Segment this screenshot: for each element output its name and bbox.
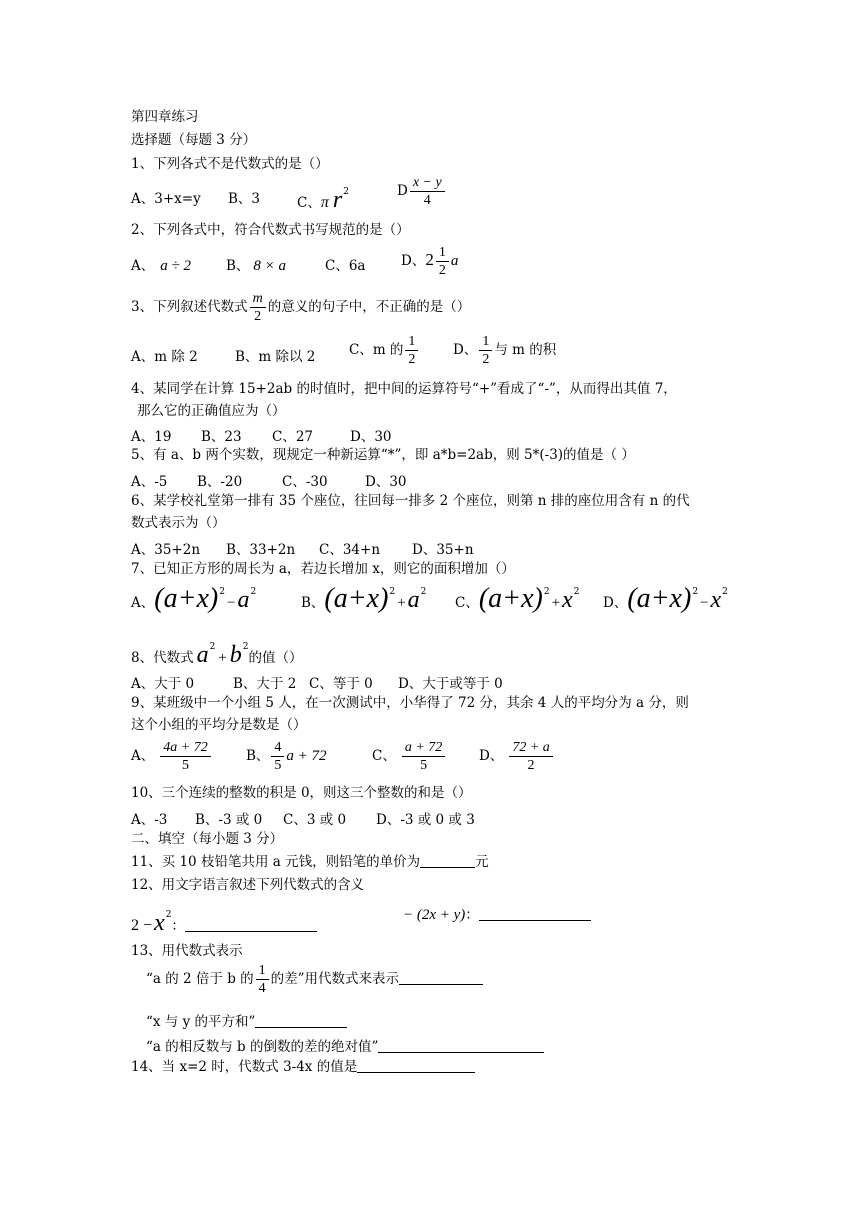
- q13-item-1: “a 的 2 倍于 b 的 $\frac{1}{4}$ 的差”用代数式来表示: [146, 962, 483, 997]
- q14-answer-blank[interactable]: [357, 1072, 475, 1073]
- q2-stem: 2、下列各式中，符合代数式书写规范的是（）: [131, 222, 410, 238]
- q3-option-d: D、 $\frac{1}{2}$ 与 m 的积: [453, 334, 557, 367]
- q5-option-c: C、-30: [282, 474, 328, 490]
- q13-item-2: “x 与 y 的平方和”: [146, 1010, 347, 1030]
- q7-option-b: B、$(a+x)^2+a^2$: [301, 583, 427, 614]
- q10-option-b: B、-3 或 0: [195, 812, 263, 828]
- q7-option-c: C、$(a+x)^2+x^2$: [455, 583, 580, 614]
- q4-stem-line1: 4、某同学在计算 15+2ab 的时值时，把中间的运算符号“+”看成了“-”，从而得出其值 7，: [131, 381, 677, 397]
- q3-option-b: B、m 除以 2: [235, 349, 316, 365]
- q9-option-a: A、 $\frac{4a + 72}{5}$: [131, 739, 213, 774]
- q4-option-c: C、27: [272, 429, 314, 445]
- q12-expression-2: − (2x + y)：: [403, 898, 591, 932]
- q3-option-a: A、m 除 2: [131, 349, 198, 365]
- q13-answer-blank-1[interactable]: [399, 984, 483, 985]
- q12-stem: 12、用文字语言叙述下列代数式的含义: [131, 877, 365, 893]
- q7-option-d: D、$(a+x)^2-x^2$: [603, 583, 728, 614]
- chapter-title: 第四章练习: [131, 109, 199, 125]
- q1-option-a: A、3+x=y: [131, 191, 201, 207]
- q9-stem-line1: 9、某班级中一个小组 5 人，在一次测试中，小华得了 72 分，其余 4 人的平均分为 a 分，则: [131, 695, 689, 711]
- q8-option-c: C、等于 0: [309, 676, 373, 692]
- q2-option-a: A、 a ÷ 2: [131, 258, 191, 274]
- q8-option-b: B、大于 2: [233, 676, 297, 692]
- q6-option-d: D、35+n: [412, 542, 474, 558]
- q9-option-d: D、 $\frac{72 + a}{2}$: [479, 739, 555, 774]
- q7-option-a: A、$(a+x)^2-a^2$: [131, 583, 257, 614]
- q13-answer-blank-2[interactable]: [255, 1027, 347, 1028]
- q3-option-c: C、m 的 $\frac{1}{2}$: [349, 333, 420, 368]
- section-multiple-choice-title: 选择题（每题 3 分）: [131, 132, 257, 148]
- q13-item-3: “a 的相反数与 b 的倒数的差的绝对值”: [146, 1035, 544, 1055]
- q10-option-d: D、-3 或 0 或 3: [376, 812, 475, 828]
- q4-option-d: D、30: [350, 429, 392, 445]
- q11-stem: 11、买 10 枝铅笔共用 a 元钱，则铅笔的单价为 元: [131, 854, 489, 870]
- q14-stem: 14、当 x=2 时，代数式 3-4x 的值是: [131, 1058, 475, 1076]
- q2-option-b: B、 8 × a: [226, 258, 287, 274]
- q6-stem-line2: 数式表示为（）: [131, 515, 226, 531]
- q6-option-c: C、34+n: [319, 542, 381, 558]
- q5-option-d: D、30: [365, 474, 407, 490]
- q10-option-a: A、-3: [131, 812, 168, 828]
- q5-option-b: B、-20: [197, 474, 243, 490]
- q5-option-a: A、-5: [131, 474, 168, 490]
- q9-stem-line2: 这个小组的平均分是数是（）: [131, 717, 307, 733]
- q7-stem: 7、已知正方形的周长为 a，若边长增加 x，则它的面积增加（）: [131, 561, 515, 577]
- q4-stem-line2: 那么它的正确值应为（）: [137, 403, 286, 419]
- q11-answer-blank[interactable]: [420, 867, 475, 868]
- q12-answer-blank-2[interactable]: [479, 920, 591, 921]
- q4-option-b: B、23: [201, 429, 242, 445]
- q8-option-d: D、大于或等于 0: [398, 676, 503, 692]
- q3-stem: 3、下列叙述代数式 $\frac{m}{2}$ 的意义的句子中，不正确的是（）: [131, 291, 471, 324]
- q9-option-b: B、 $\frac{4}{5}$ a + 72: [246, 740, 327, 773]
- q2-option-d: D、2 $\frac{1}{2}$ a: [401, 245, 459, 278]
- q13-answer-blank-3[interactable]: [378, 1052, 544, 1053]
- q1-stem: 1、下列各式不是代数式的是（）: [131, 156, 329, 172]
- q12-answer-blank-1[interactable]: [185, 931, 317, 932]
- q6-stem-line1: 6、某学校礼堂第一排有 35 个座位，往回每一排多 2 个座位，则第 n 排的座位用含有 n 的代: [131, 493, 690, 509]
- q13-stem: 13、用代数式表示: [131, 943, 243, 959]
- q6-option-b: B、33+2n: [226, 542, 296, 558]
- q4-option-a: A、19: [131, 429, 172, 445]
- section-fill-in-title: 二、填空（每小题 3 分）: [131, 831, 284, 847]
- q10-option-c: C、3 或 0: [283, 812, 347, 828]
- q6-option-a: A、35+2n: [131, 542, 201, 558]
- q8-stem: 8、代数式 $a^2+ b^2$的值（）: [131, 642, 303, 668]
- q2-option-c: C、6a: [325, 258, 366, 274]
- q1-option-b: B、3: [228, 191, 261, 207]
- q12-expression-1: $2 -x^2$：: [131, 898, 317, 943]
- q8-option-a: A、大于 0: [131, 676, 195, 692]
- q10-stem: 10、三个连续的整数的积是 0，则这三个整数的和是（）: [131, 785, 472, 801]
- q1-option-c: C、π $r^2$: [297, 187, 349, 213]
- q1-option-d: D $\frac{x - y}{4}$: [397, 174, 447, 209]
- q5-stem: 5、有 a、b 两个实数，现规定一种新运算“*”，即 a*b=2ab，则 5*(-3)的值是（ ）: [131, 447, 635, 463]
- q9-option-c: C、 $\frac{a + 72}{5}$: [372, 739, 447, 774]
